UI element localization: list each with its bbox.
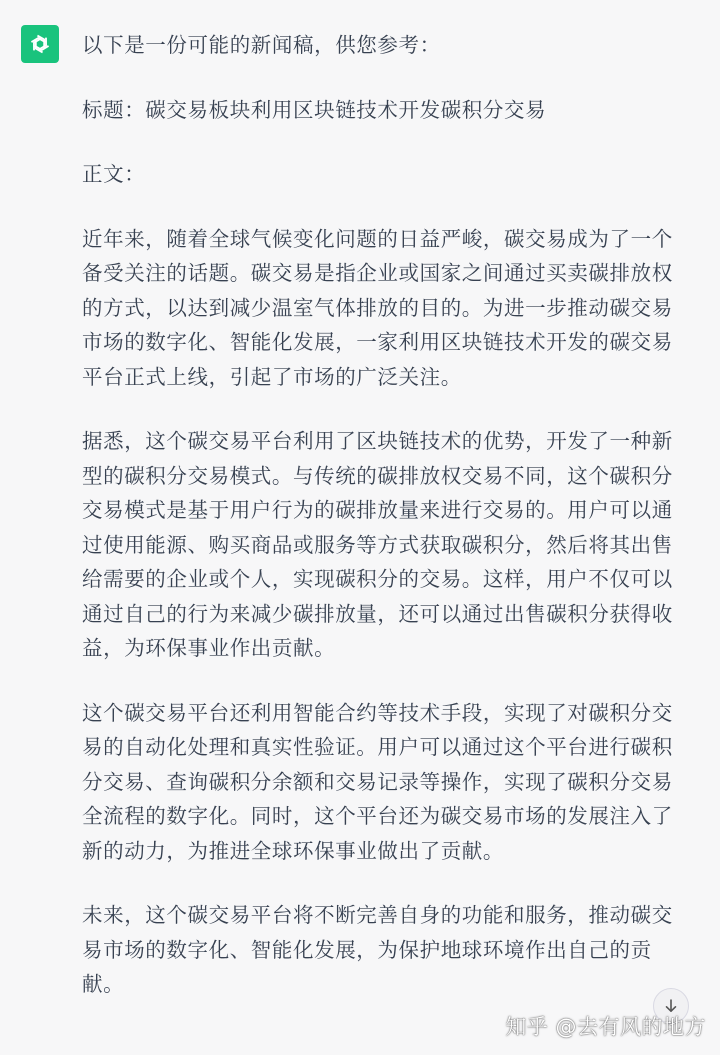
paragraph-3: 这个碳交易平台还利用智能合约等技术手段，实现了对碳积分交易的自动化处理和真实性验证。用户可以通过这个平台进行碳积分交易、查询碳积分余额和交易记录等操作，实现了碳积分交易全流程的数字化。同时，这个平台还为碳交易市场的发展注入了新的动力，为推进全球环保事业做出了贡献。	[82, 700, 673, 863]
paragraph-4: 未来，这个碳交易平台将不断完善自身的功能和服务，推动碳交易市场的数字化、智能化发展，为保护地球环境作出自己的贡献。	[82, 903, 673, 996]
assistant-avatar	[21, 25, 59, 63]
message-intro: 以下是一份可能的新闻稿，供您参考：	[82, 33, 441, 57]
paragraph-2: 据悉，这个碳交易平台利用了区块链技术的优势，开发了一种新型的碳积分交易模式。与传统的碳排放权交易不同，这个碳积分交易模式是基于用户行为的碳排放量来进行交易的。用户可以通过使用能源、购买商品或服务等方式获取碳积分，然后将其出售给需要的企业或个人，实现碳积分的交易。这样，用户不仅可以通过自己的行为来减少碳排放量，还可以通过出售碳积分获得收益，为环保事业作出贡献。	[82, 429, 673, 660]
message-content	[82, 28, 690, 1032]
watermark: 知乎 @去有风的地方	[505, 1015, 706, 1039]
paragraph-1: 近年来，随着全球气候变化问题的日益严峻，碳交易成为了一个备受关注的话题。碳交易是指企业或国家之间通过买卖碳排放权的方式，以达到减少温室气体排放的目的。为进一步推动碳交易市场的数字化、智能化发展，一家利用区块链技术开发的碳交易平台正式上线，引起了市场的广泛关注。	[82, 226, 673, 389]
body-label: 正文：	[82, 162, 146, 186]
openai-logo-icon	[26, 30, 54, 58]
press-release-title: 标题：碳交易板块利用区块链技术开发碳积分交易	[82, 97, 547, 122]
